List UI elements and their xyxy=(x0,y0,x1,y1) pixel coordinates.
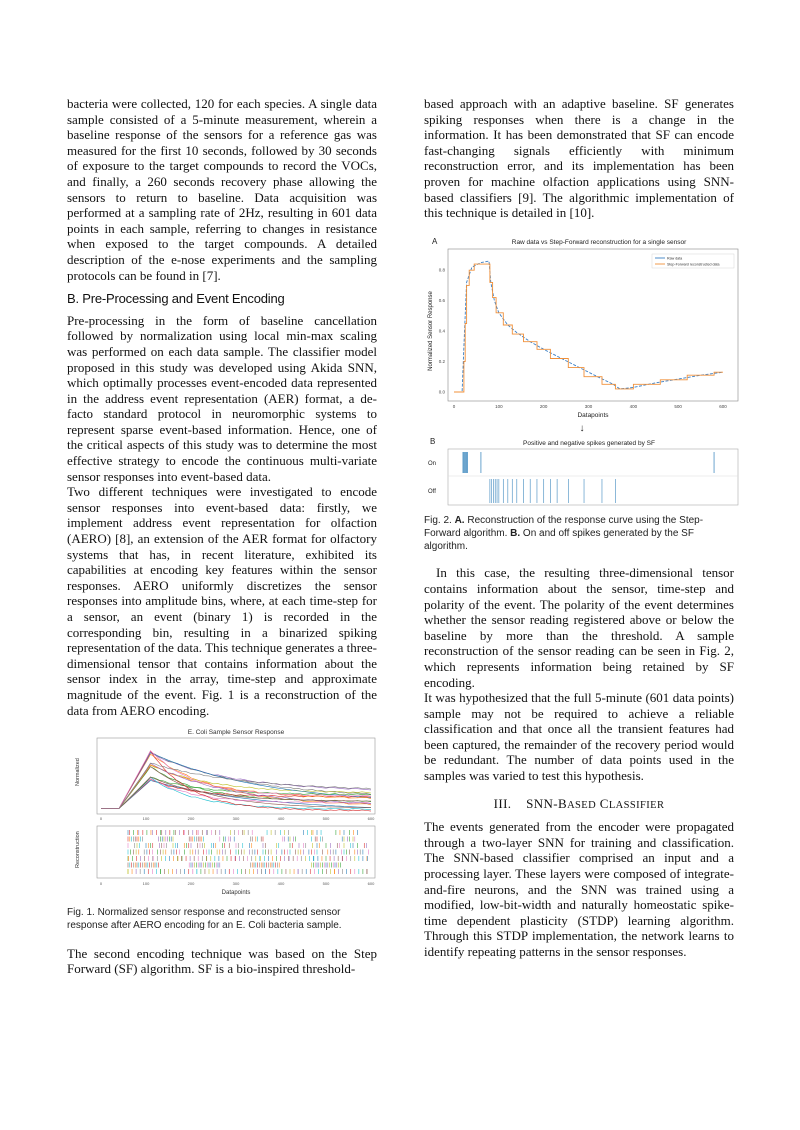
fig1-bottom-spikes xyxy=(128,830,368,874)
paragraph: Pre-processing in the form of baseline cancellation followed by normalization using local min-max scaling was performed on each data sample. The classifier model proposed in this study was developed using Akida SNN, which optimally processes event-encoded data represented in the address event representation (AER) format, a de-facto standard protocol in neuromorphic systems to represent sparse event-based information. Hence, one of the critical aspects of this study was to determine the most effective strategy to encode the continuous multi-variate sensor responses into event-based data. xyxy=(67,312,377,484)
x-tick-label: 500 xyxy=(322,881,330,887)
fig1-top-title: E. Coli Sample Sensor Response xyxy=(187,729,285,737)
off-label: Off xyxy=(428,488,436,495)
x-tick-label: 600 xyxy=(719,403,727,409)
x-tick-label: 600 xyxy=(367,881,375,887)
figure-1-plot xyxy=(67,726,377,896)
y-tick-label: 0.8 xyxy=(438,267,445,273)
panel-b-title: Positive and negative spikes generated by SF xyxy=(523,439,655,447)
x-tick-label: 500 xyxy=(674,403,682,409)
panel-b-spikes xyxy=(463,452,714,503)
section-title-part: SNN-B xyxy=(526,795,568,811)
paragraph: Two different techniques were investigated to encode sensor responses into event-based data: firstly, we implement address event representation for olfaction (AERO) [8], an extension of the AER format for olfactory systems that has, in recent literature, exhibited its capabilities at encoding key features within the sensor responses. AERO uniformly discretizes the sensor responses into amplitude bins, where, at each time-step for a sensor, an event (binary 1) is recorded in the corresponding bin, resulting in a binarized spiking representation of the data. This technique generates a three-dimensional tensor that contains information about the sensor index in the array, time-step and approximate magnitude of the event. Fig. 1 is a reconstruction of the data from AERO encoding. xyxy=(67,484,377,718)
panel-a-legend xyxy=(652,254,734,268)
x-tick-label: 0 xyxy=(99,881,103,887)
x-tick-label: 0 xyxy=(452,403,456,409)
caption-end: On and off spikes generated by the SF algorithm. xyxy=(424,528,694,553)
section-title-part: LASSIFIER xyxy=(608,799,665,811)
arrow-down: ↓ xyxy=(579,422,585,434)
caption-b: B. xyxy=(510,528,521,540)
x-tick-label: 300 xyxy=(232,816,240,822)
section-title-part: C xyxy=(596,795,609,811)
panel-a-xlabel: Datapoints xyxy=(577,411,609,419)
figure-1 xyxy=(67,726,377,932)
figure-1-caption: Fig. 1. Normalized sensor response and reconstructed sensor response after AERO encoding for an E. Coli bacteria sample. xyxy=(67,906,342,931)
sensor-line xyxy=(101,777,371,809)
caption-prefix: Fig. 2. xyxy=(424,515,455,527)
sensor-line xyxy=(101,779,371,809)
y-tick-label: 0.6 xyxy=(438,297,445,303)
x-tick-label: 400 xyxy=(277,816,285,822)
panel-a-lines xyxy=(454,261,723,392)
paragraph: bacteria were collected, 120 for each species. A single data sample consisted of a 5-minute measurement, wherein a baseline response of the sensors for a reference gas was measured for the first 10 seconds, followed by 30 seconds of exposure to the target compounds to record the VOCs, and finally, a 260 seconds recovery phase allowing the sensors to return to baseline. Data acquisition was performed at a sampling rate of 2Hz, resulting in 601 data points in each sample, referring to changes in resistance when exposed to the target compounds. A detailed description of the e-nose experiments and the sampling protocols can be found in [7]. xyxy=(67,96,377,283)
paragraph: It was hypothesized that the full 5-minute (601 data points) sample may not be required to achieve a reliable classification and that once all the transient features had been captured, the remainder of the recovery period would be redundant. The number of data points used in the samples was varied to test this hypothesis. xyxy=(424,690,734,784)
sensor-line xyxy=(101,751,371,811)
x-tick-label: 0 xyxy=(99,816,103,822)
x-tick-label: 400 xyxy=(277,881,285,887)
x-tick-label: 500 xyxy=(322,816,330,822)
fig1-top-lines xyxy=(101,751,371,811)
panel-a-letter: A xyxy=(432,236,438,246)
panel-a-axes xyxy=(439,267,728,408)
panel-a-title: Raw data vs Step-Forward reconstruction for a single sensor xyxy=(511,238,687,246)
x-tick-label: 200 xyxy=(539,403,548,409)
paragraph: The second encoding technique was based on the Step Forward (SF) algorithm. SF is a bio-inspired threshold- xyxy=(67,945,377,977)
x-tick-label: 300 xyxy=(232,881,240,887)
fig1-bottom-ylabel: Reconstruction xyxy=(75,831,81,869)
x-tick-label: 200 xyxy=(187,816,195,822)
legend-sf: Step-Forward reconstructed data xyxy=(667,262,720,267)
x-tick-label: 400 xyxy=(629,403,638,409)
fig1-bottom-xticks xyxy=(100,881,375,886)
legend-raw: Raw data xyxy=(667,256,683,261)
panel-a-ylabel: Normalized Sensor Response xyxy=(428,290,434,371)
sensor-line xyxy=(101,777,371,808)
left-column xyxy=(67,96,377,977)
fig1-top-ylabel: Normalized xyxy=(75,758,81,787)
fig1-top-xticks xyxy=(100,816,375,821)
x-tick-label: 100 xyxy=(142,816,150,822)
y-tick-label: 0.0 xyxy=(438,389,445,395)
panel-b-letter: B xyxy=(430,436,436,446)
y-tick-label: 0.2 xyxy=(438,358,445,364)
x-tick-label: 300 xyxy=(584,403,593,409)
section-title-part: ASED xyxy=(567,799,597,811)
x-tick-label: 200 xyxy=(187,881,195,887)
right-column xyxy=(424,96,734,960)
sf-reconstruction-line xyxy=(454,264,723,392)
fig1-bottom-xlabel: Datapoints xyxy=(221,890,251,897)
paragraph: based approach with an adaptive baseline. SF generates spiking responses when there is a change in the information. It has been demonstrated that SF can encode fast-changing signals efficiently with minimum reconstruction error, and its implementation has been proven for machine olfaction applications using SNN-based classifiers [9]. The algorithmic implementation of this technique is detailed in [10]. xyxy=(424,96,734,221)
figure-2 xyxy=(424,235,734,554)
x-tick-label: 600 xyxy=(367,816,375,822)
paragraph: The events generated from the encoder were propagated through a two-layer SNN for training and classification. The SNN-based classifier comprised an input and a processing layer. These layers were composed of integrate-and-fire neurons, and the SNN was trained using a modified, low-bit-width and naturally homeostatic spike-time dependent plasticity (STDP) learning algorithm. Through this STDP implementation, the network learns to identify repeating patterns in the sensor responses. xyxy=(424,819,734,959)
caption-a: A. xyxy=(454,515,465,527)
paragraph: In this case, the resulting three-dimensional tensor contains information about the sensor, time-step and polarity of the event. The polarity of the event determines whether the sensor reading registered above or below the baseline by more than the threshold. A sample reconstruction of the sensor reading can be seen in Fig. 2, which represents information being retained by SF encoding. xyxy=(424,565,734,690)
on-label: On xyxy=(428,460,437,467)
sensor-line xyxy=(101,779,371,809)
caption-mid: Reconstruction of the response curve using the Step-Forward algorithm. xyxy=(424,515,704,540)
figure-2-plot xyxy=(424,235,744,507)
x-tick-label: 100 xyxy=(495,403,503,409)
y-tick-label: 0.4 xyxy=(438,328,445,334)
subsection-heading: B. Pre-Processing and Event Encoding xyxy=(67,291,285,307)
x-tick-label: 100 xyxy=(142,881,150,887)
section-heading xyxy=(424,796,734,814)
section-number: III. xyxy=(493,795,512,811)
figure-2-caption xyxy=(424,514,734,553)
raw-data-line xyxy=(454,261,723,392)
